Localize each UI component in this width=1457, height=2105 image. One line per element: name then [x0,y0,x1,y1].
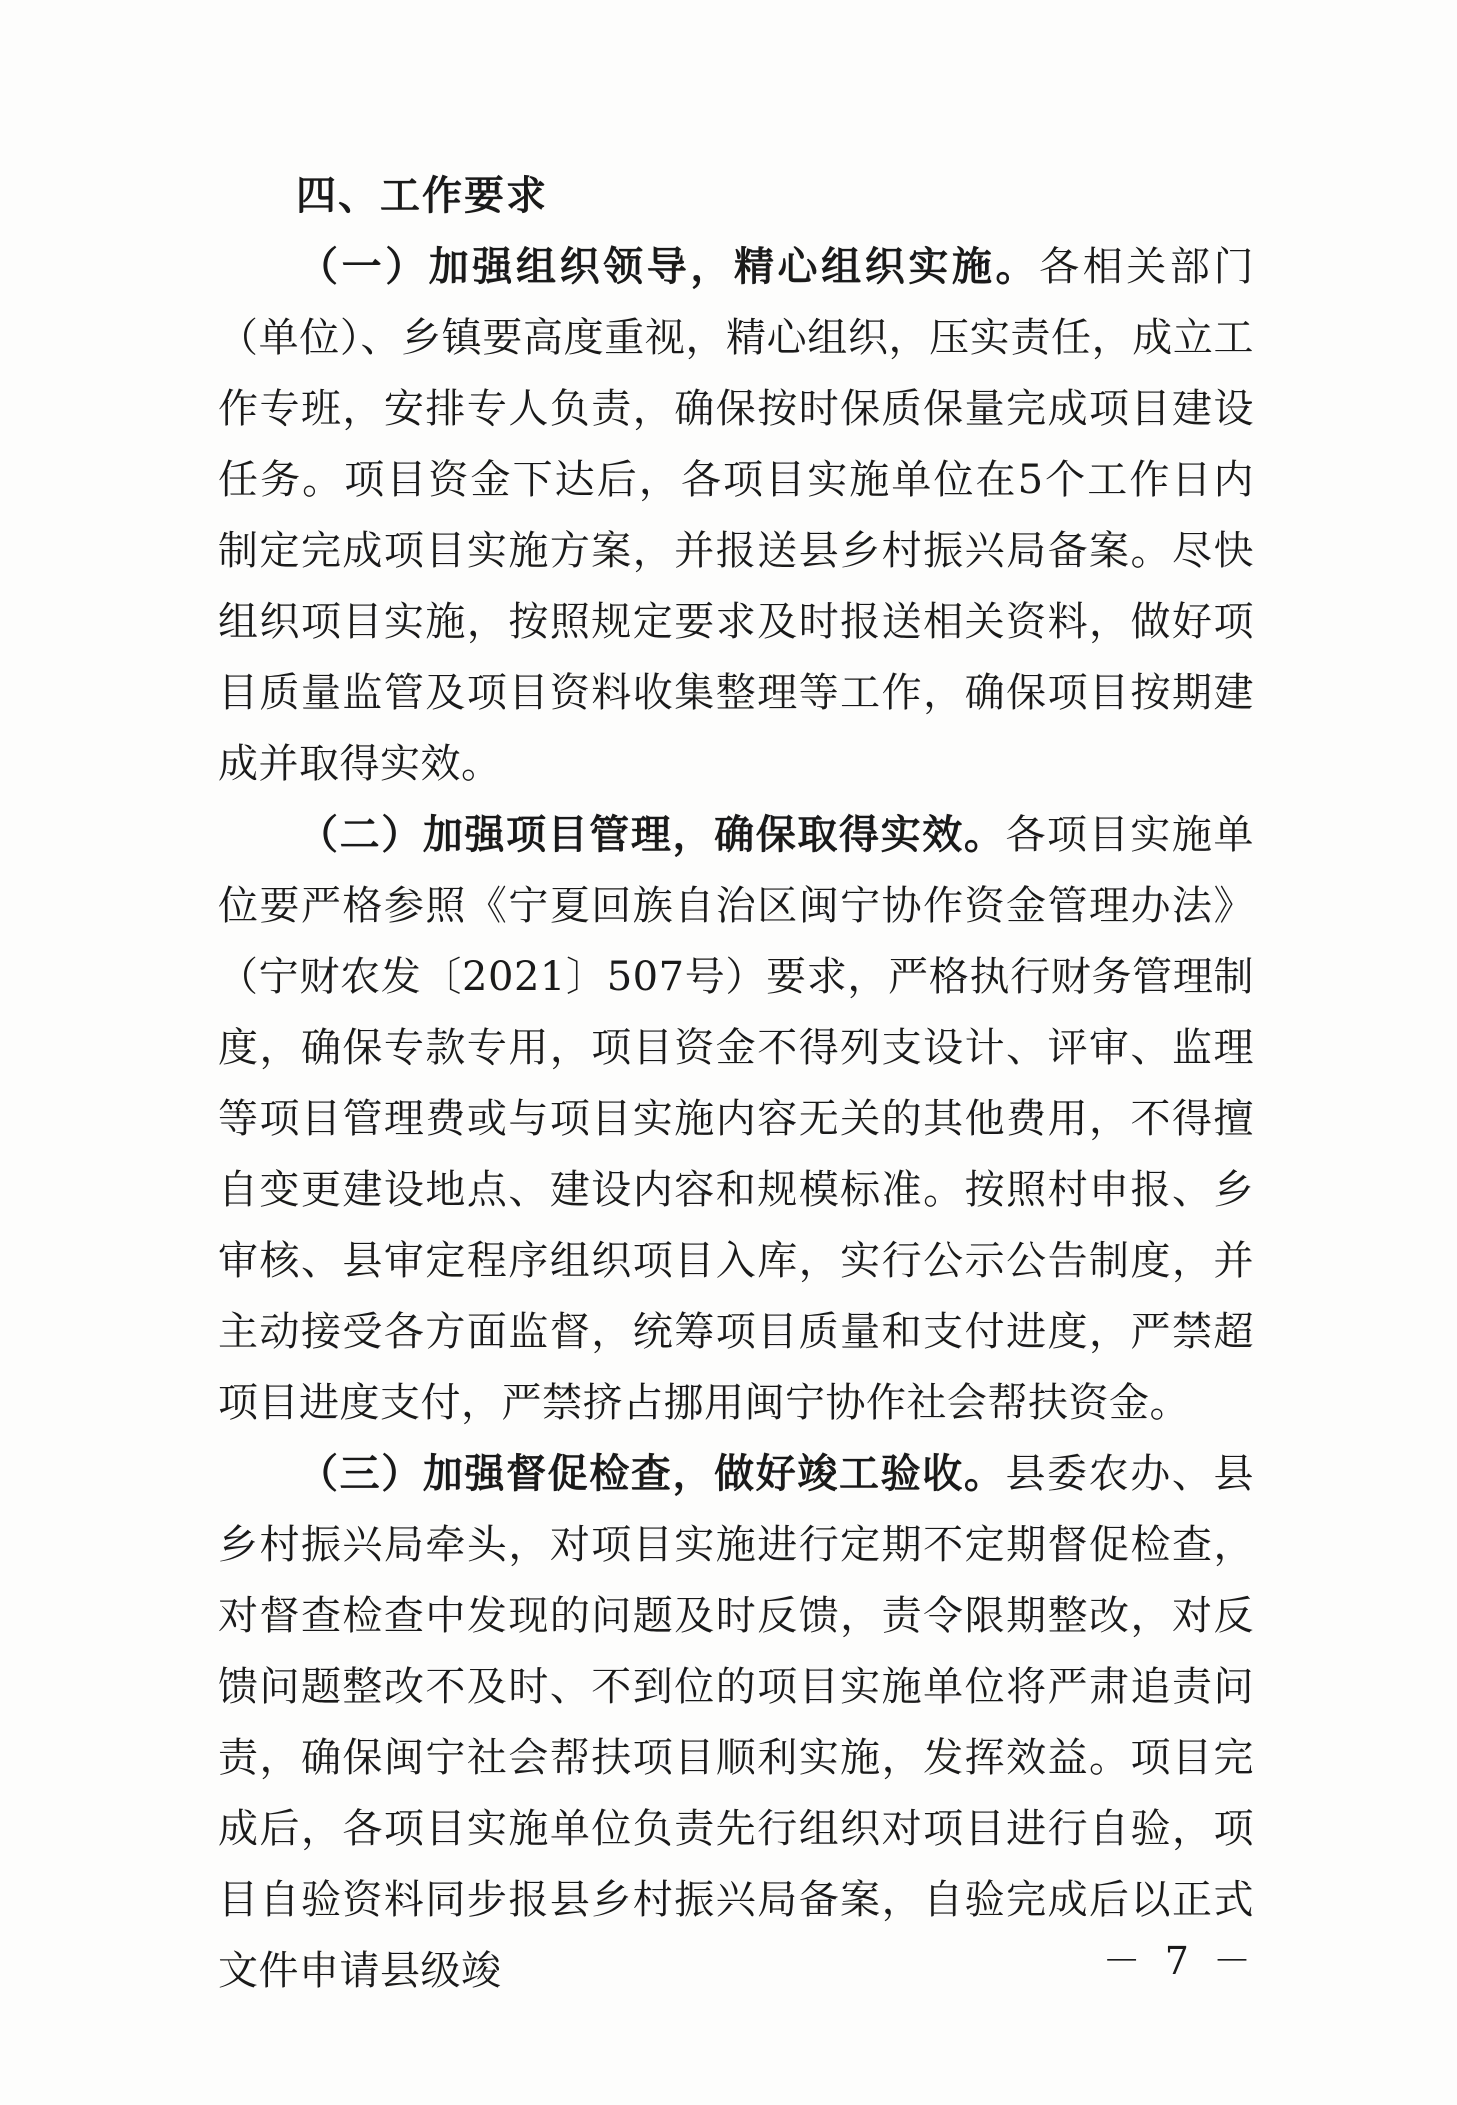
paragraph-2 [218,800,1254,1439]
paragraph-3-body: 县委农办、县乡村振兴局牵头，对项目实施进行定期不定期督促检查，对督查检查中发现的问题及时反馈，责令限期整改，对反馈问题整改不及时、不到位的项目实施单位将严肃追责问责，确保闽宁社会帮扶项目顺利实施，发挥效益。项目完成后，各项目实施单位负责先行组织对项目进行自验，项目自验资料同步报县乡村振兴局备案，自验完成后以正式文件申请县级竣 [218,1451,1255,1994]
paragraph-3 [218,1439,1254,2007]
paragraph-1 [218,232,1254,800]
section-heading: 四、工作要求 [296,173,548,219]
paragraph-2-lead: （二）加强项目管理，确保取得实效。 [298,812,1006,858]
paragraph-3-lead: （三）加强督促检查，做好竣工验收。 [298,1451,1006,1497]
paragraph-1-lead: （一）加强组织领导，精心组织实施。 [298,244,1040,290]
paragraph-2-body: 各项目实施单位要严格参照《宁夏回族自治区闽宁协作资金管理办法》（宁财农发〔2021〕507号）要求，严格执行财务管理制度，确保专款专用，项目资金不得列支设计、评审、监理等项目管理费或与项目实施内容无关的其他费用，不得擅自变更建设地点、建设内容和规模标准。按照村申报、乡审核、县审定程序组织项目入库，实行公示公告制度，并主动接受各方面监督，统筹项目质量和支付进度，严禁超项目进度支付，严禁挤占挪用闽宁协作社会帮扶资金。 [218,812,1255,1426]
paragraph-1-body: 各相关部门（单位）、乡镇要高度重视，精心组织，压实责任，成立工作专班，安排专人负责，确保按时保质保量完成项目建设任务。项目资金下达后，各项目实施单位在5个工作日内制定完成项目实施方案，并报送县乡村振兴局备案。尽快组织项目实施，按照规定要求及时报送相关资料，做好项目质量监管及项目资料收集整理等工作，确保项目按期建成并取得实效。 [218,244,1255,787]
page-number: － 7 － [1102,1939,1257,1983]
document-body [218,160,1254,2007]
